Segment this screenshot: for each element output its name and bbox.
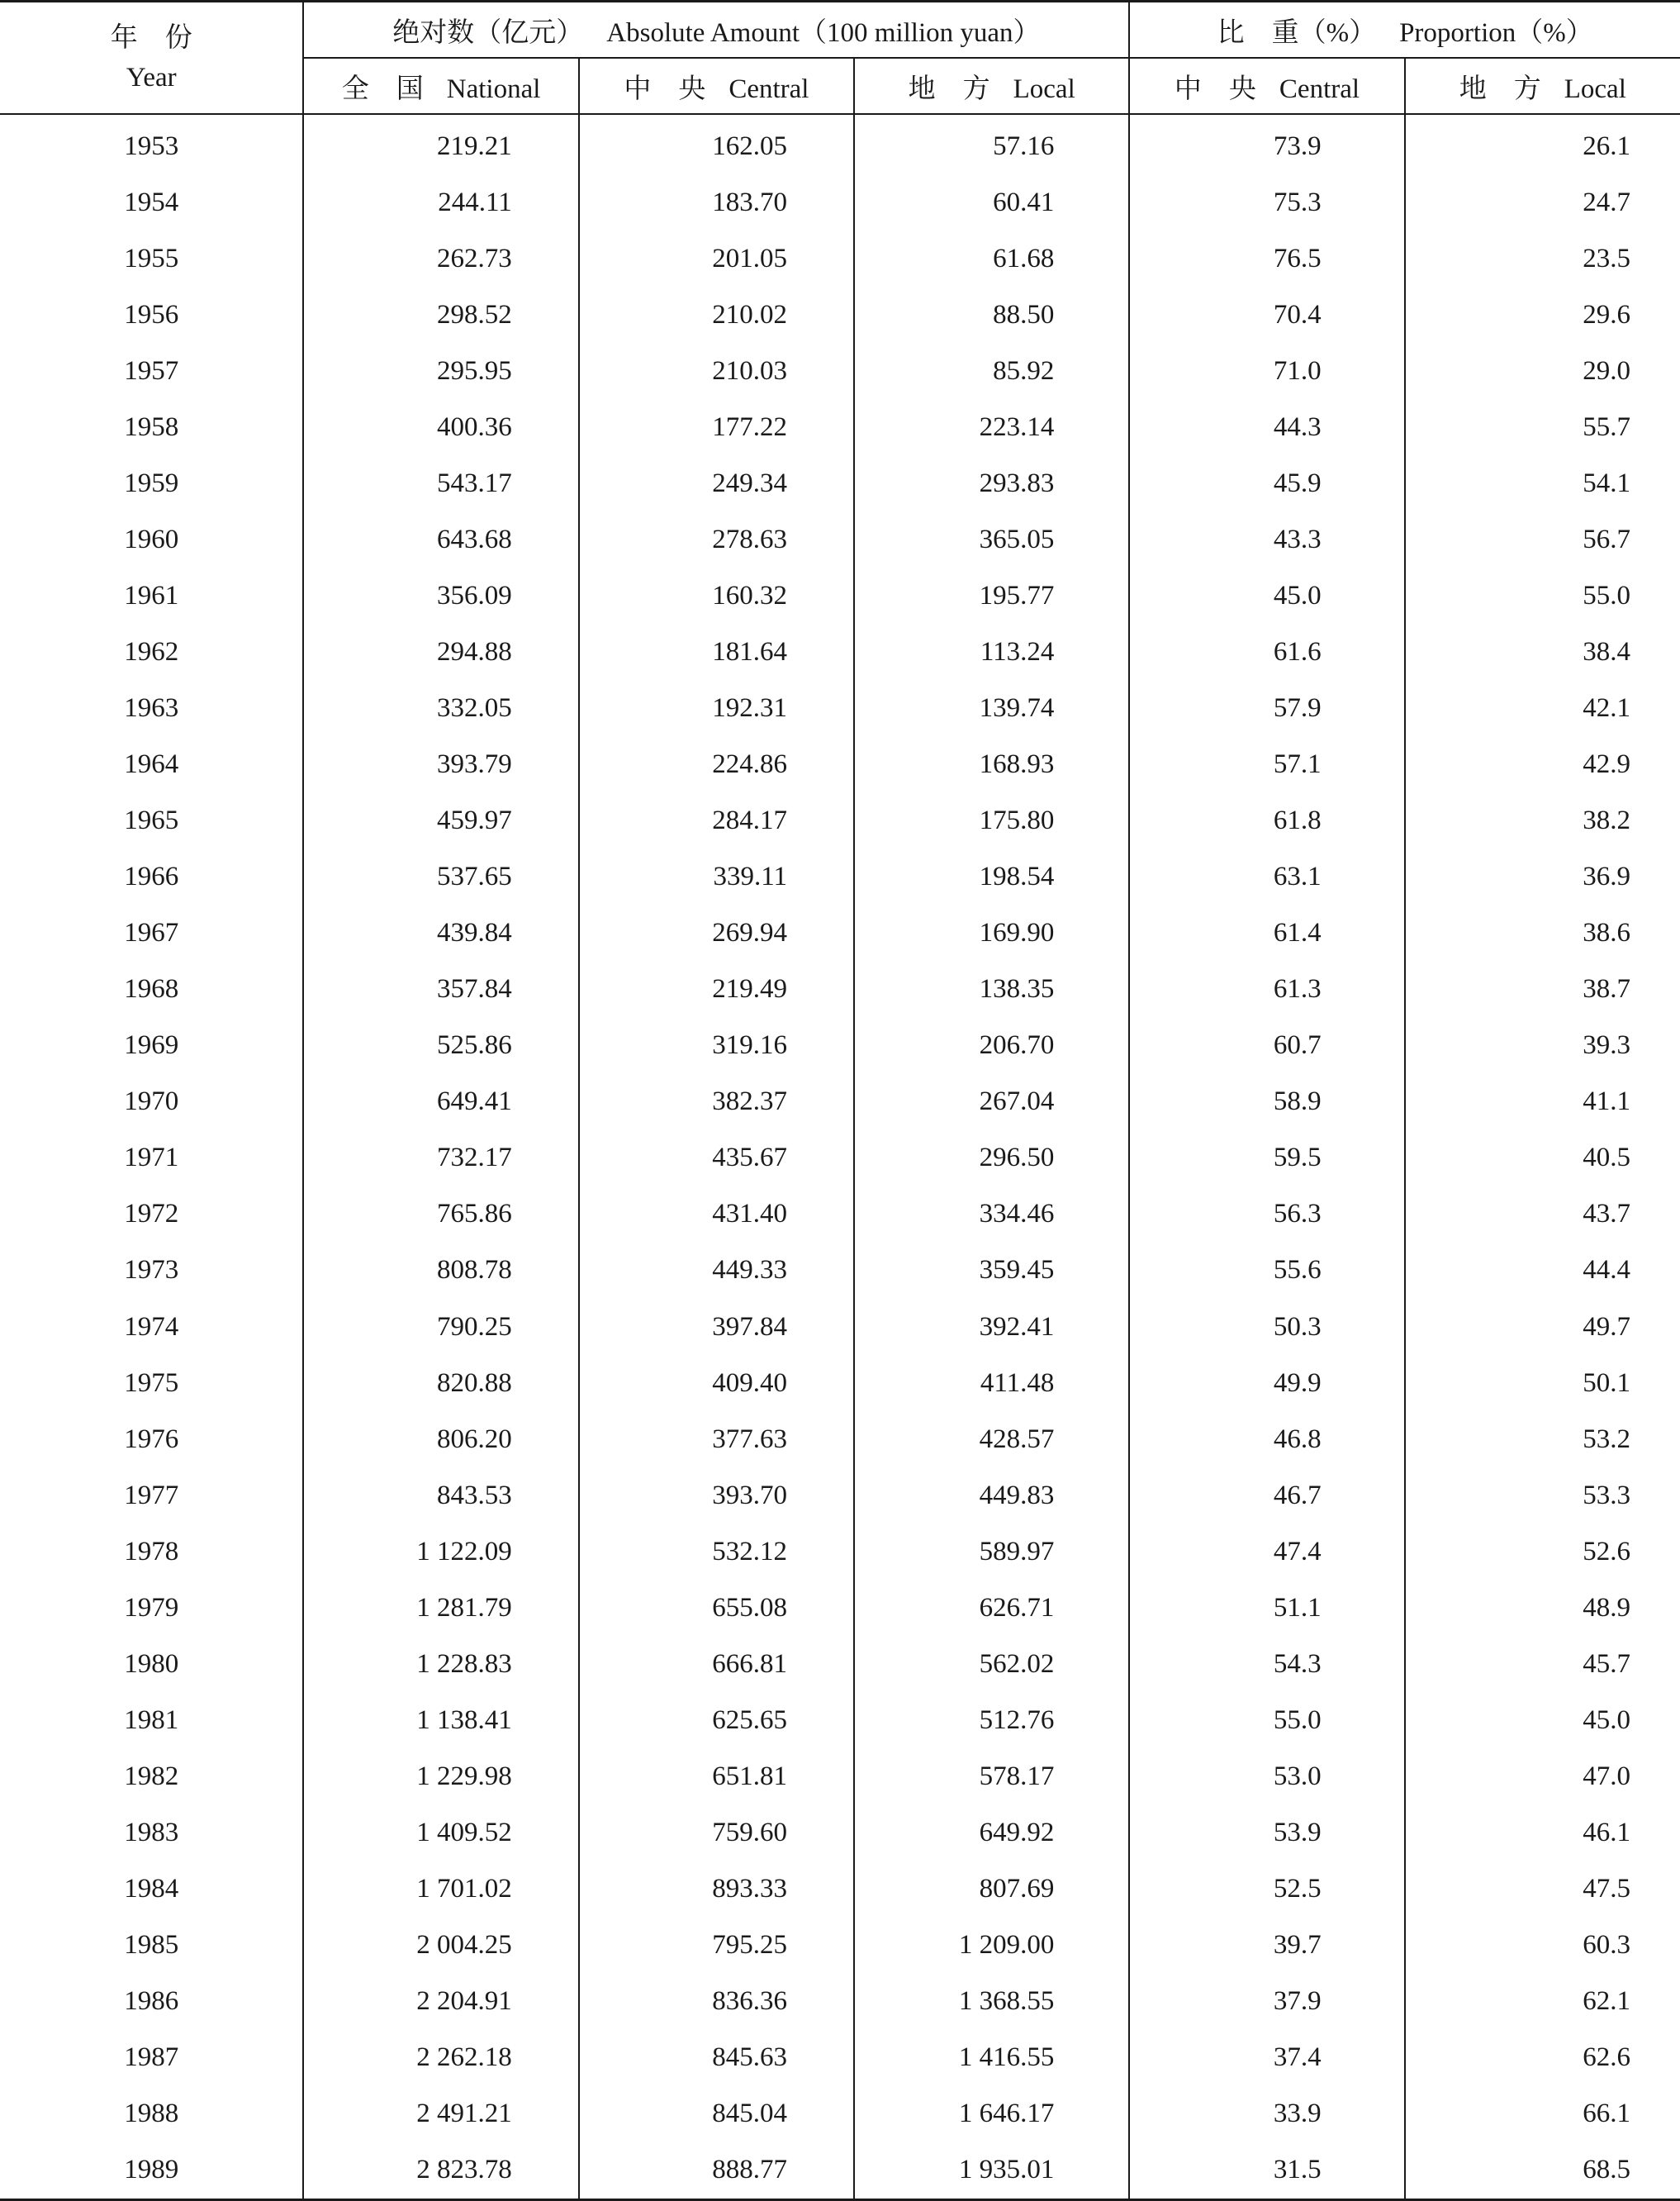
local-cell: 562.02	[854, 1636, 1129, 1692]
central-proportion-cell: 52.5	[1129, 1861, 1404, 1917]
national-cell: 1 409.52	[303, 1804, 578, 1861]
national-cell: 732.17	[303, 1130, 578, 1186]
table-row	[0, 511, 1680, 568]
central-cell: 397.84	[579, 1299, 854, 1355]
year-cell: 1955	[124, 243, 179, 273]
local-proportion-cell: 49.7	[1405, 1299, 1680, 1355]
local-cell: 61.68	[854, 231, 1129, 287]
national-cell: 439.84	[303, 906, 578, 962]
local-proportion-cell: 42.1	[1405, 680, 1680, 736]
national-cell: 643.68	[303, 511, 578, 568]
table-row	[0, 1355, 1680, 1411]
local-cell: 1 416.55	[854, 2030, 1129, 2086]
local-cell: 649.92	[854, 1804, 1129, 1861]
year-cell: 1962	[124, 636, 179, 667]
year-cell: 1964	[124, 749, 179, 780]
central-cell: 836.36	[579, 1974, 854, 2030]
national-cell: 1 229.98	[303, 1748, 578, 1804]
central-proportion-cell: 61.6	[1129, 624, 1404, 680]
year-cell: 1971	[124, 1143, 179, 1173]
table-row	[0, 737, 1680, 793]
central-cell: 278.63	[579, 511, 854, 568]
central-cell: 382.37	[579, 1074, 854, 1130]
absolute-header-cn: 绝对数（亿元）	[392, 17, 584, 48]
year-cell: 1983	[124, 1817, 179, 1847]
year-cell: 1954	[124, 187, 179, 217]
national-cell: 765.86	[303, 1186, 578, 1243]
local-cell: 198.54	[854, 849, 1129, 906]
table-row	[0, 1918, 1680, 1974]
national-cell: 219.21	[303, 114, 578, 174]
central-proportion-cell: 46.7	[1129, 1467, 1404, 1524]
central-cell: 177.22	[579, 399, 854, 455]
year-cell: 1976	[124, 1424, 179, 1454]
local-proportion-cell: 26.1	[1405, 114, 1680, 174]
local-proportion-cell: 50.1	[1405, 1355, 1680, 1411]
table-row	[0, 1636, 1680, 1692]
central-cell: 393.70	[579, 1467, 854, 1524]
central-proportion-cell: 63.1	[1129, 849, 1404, 906]
national-cell: 393.79	[303, 737, 578, 793]
central-proportion-cell: 75.3	[1129, 174, 1404, 231]
central-proportion-cell: 49.9	[1129, 1355, 1404, 1411]
year-column-header	[0, 2, 303, 115]
local-proportion-cell: 55.0	[1405, 568, 1680, 624]
table-row	[0, 624, 1680, 680]
local-cell: 85.92	[854, 343, 1129, 399]
local-cell: 578.17	[854, 1748, 1129, 1804]
national-cell: 649.41	[303, 1074, 578, 1130]
central-cell: 625.65	[579, 1692, 854, 1748]
central-proportion-cell: 50.3	[1129, 1299, 1404, 1355]
central-proportion-cell: 61.8	[1129, 793, 1404, 849]
central-proportion-cell: 57.1	[1129, 737, 1404, 793]
year-cell: 1959	[124, 468, 179, 498]
national-cell: 1 228.83	[303, 1636, 578, 1692]
central-cell: 160.32	[579, 568, 854, 624]
local-cell: 589.97	[854, 1524, 1129, 1580]
year-cell: 1974	[124, 1311, 179, 1342]
central-proportion-cell: 70.4	[1129, 287, 1404, 343]
year-cell: 1977	[124, 1480, 179, 1510]
year-cell: 1973	[124, 1255, 179, 1286]
table-row	[0, 1861, 1680, 1917]
year-cell: 1958	[124, 411, 179, 442]
table-row	[0, 1692, 1680, 1748]
local-proportion-cell: 38.2	[1405, 793, 1680, 849]
national-cell: 298.52	[303, 287, 578, 343]
table-row	[0, 231, 1680, 287]
table-body	[0, 114, 1680, 2199]
central-cell: 651.81	[579, 1748, 854, 1804]
local-proportion-cell: 68.5	[1405, 2142, 1680, 2200]
central-proportion-cell: 55.6	[1129, 1243, 1404, 1299]
national-cell: 1 281.79	[303, 1580, 578, 1636]
central-proportion-cell: 61.3	[1129, 962, 1404, 1018]
local-cell: 206.70	[854, 1018, 1129, 1074]
central-cell: 759.60	[579, 1804, 854, 1861]
national-cell: 808.78	[303, 1243, 578, 1299]
national-cell: 2 262.18	[303, 2030, 578, 2086]
local-proportion-cell: 39.3	[1405, 1018, 1680, 1074]
local-cell: 392.41	[854, 1299, 1129, 1355]
table-row	[0, 1467, 1680, 1524]
table-row	[0, 1524, 1680, 1580]
local-cell: 168.93	[854, 737, 1129, 793]
national-cell: 332.05	[303, 680, 578, 736]
local-cell: 138.35	[854, 962, 1129, 1018]
year-cell: 1984	[124, 1873, 179, 1904]
local-proportion-cell: 52.6	[1405, 1524, 1680, 1580]
central-cell: 210.03	[579, 343, 854, 399]
local-cell: 60.41	[854, 174, 1129, 231]
central-proportion-cell: 39.7	[1129, 1918, 1404, 1974]
local-proportion-cell: 36.9	[1405, 849, 1680, 906]
national-cell: 400.36	[303, 399, 578, 455]
local-proportion-cell: 29.6	[1405, 287, 1680, 343]
central-proportion-cell: 60.7	[1129, 1018, 1404, 1074]
central-cell: 435.67	[579, 1130, 854, 1186]
year-cell: 1970	[124, 1086, 179, 1117]
central-proportion-cell: 45.9	[1129, 455, 1404, 511]
year-cell: 1972	[124, 1199, 179, 1229]
table-row	[0, 1130, 1680, 1186]
central-proportion-cell: 58.9	[1129, 1074, 1404, 1130]
central-proportion-cell: 54.3	[1129, 1636, 1404, 1692]
table-row	[0, 906, 1680, 962]
local-cell: 195.77	[854, 568, 1129, 624]
central-proportion-cell: 45.0	[1129, 568, 1404, 624]
table-row	[0, 2142, 1680, 2200]
table-row	[0, 1074, 1680, 1130]
year-cell: 1982	[124, 1761, 179, 1791]
national-cell: 1 701.02	[303, 1861, 578, 1917]
central-cell: 249.34	[579, 455, 854, 511]
table-row	[0, 2086, 1680, 2142]
local-cell: 334.46	[854, 1186, 1129, 1243]
national-cell: 820.88	[303, 1355, 578, 1411]
table-row	[0, 1411, 1680, 1467]
local-cell: 1 209.00	[854, 1918, 1129, 1974]
local-proportion-cell: 66.1	[1405, 2086, 1680, 2142]
table-row	[0, 568, 1680, 624]
central-proportion-cell: 44.3	[1129, 399, 1404, 455]
year-cell: 1978	[124, 1536, 179, 1566]
local-cell: 449.83	[854, 1467, 1129, 1524]
local-cell: 57.16	[854, 114, 1129, 174]
local-cell: 411.48	[854, 1355, 1129, 1411]
year-cell: 1957	[124, 355, 179, 386]
central-proportion-cell: 31.5	[1129, 2142, 1404, 2200]
table-row	[0, 174, 1680, 231]
central-cell: 893.33	[579, 1861, 854, 1917]
central-cell: 181.64	[579, 624, 854, 680]
local-cell: 626.71	[854, 1580, 1129, 1636]
local-proportion-cell: 45.7	[1405, 1636, 1680, 1692]
central-cell: 377.63	[579, 1411, 854, 1467]
local-cell: 807.69	[854, 1861, 1129, 1917]
national-cell: 525.86	[303, 1018, 578, 1074]
central-cell: 431.40	[579, 1186, 854, 1243]
central-cell: 666.81	[579, 1636, 854, 1692]
local-cell: 139.74	[854, 680, 1129, 736]
proportion-header-cn: 比 重（%）	[1217, 17, 1377, 48]
local-cell: 175.80	[854, 793, 1129, 849]
national-cell: 843.53	[303, 1467, 578, 1524]
table-row	[0, 1748, 1680, 1804]
table-row	[0, 1804, 1680, 1861]
national-cell: 1 138.41	[303, 1692, 578, 1748]
local-proportion-cell: 54.1	[1405, 455, 1680, 511]
national-cell: 459.97	[303, 793, 578, 849]
local-proportion-column-header: 地 方 Local	[1405, 58, 1680, 114]
local-proportion-cell: 40.5	[1405, 1130, 1680, 1186]
year-cell: 1966	[124, 862, 179, 892]
national-cell: 790.25	[303, 1299, 578, 1355]
central-proportion-cell: 57.9	[1129, 680, 1404, 736]
year-cell: 1980	[124, 1648, 179, 1679]
proportion-header	[1129, 2, 1680, 59]
local-proportion-cell: 42.9	[1405, 737, 1680, 793]
table-row	[0, 1018, 1680, 1074]
national-cell: 543.17	[303, 455, 578, 511]
central-cell: 532.12	[579, 1524, 854, 1580]
central-cell: 224.86	[579, 737, 854, 793]
local-proportion-cell: 55.7	[1405, 399, 1680, 455]
table-row	[0, 2030, 1680, 2086]
central-cell: 201.05	[579, 231, 854, 287]
central-proportion-cell: 53.0	[1129, 1748, 1404, 1804]
table-header	[0, 2, 1680, 115]
local-proportion-cell: 47.0	[1405, 1748, 1680, 1804]
central-proportion-cell: 33.9	[1129, 2086, 1404, 2142]
central-proportion-column-header: 中 央 Central	[1129, 58, 1404, 114]
national-cell: 295.95	[303, 343, 578, 399]
year-cell: 1988	[124, 2099, 179, 2129]
table-row	[0, 962, 1680, 1018]
national-cell: 537.65	[303, 849, 578, 906]
central-cell: 319.16	[579, 1018, 854, 1074]
table-row	[0, 114, 1680, 174]
local-proportion-cell: 41.1	[1405, 1074, 1680, 1130]
table-row	[0, 1186, 1680, 1243]
local-proportion-cell: 48.9	[1405, 1580, 1680, 1636]
year-cell: 1963	[124, 692, 179, 723]
local-proportion-cell: 23.5	[1405, 231, 1680, 287]
local-proportion-cell: 29.0	[1405, 343, 1680, 399]
national-cell: 2 204.91	[303, 1974, 578, 2030]
local-proportion-cell: 38.6	[1405, 906, 1680, 962]
national-cell: 806.20	[303, 1411, 578, 1467]
central-proportion-cell: 53.9	[1129, 1804, 1404, 1861]
local-cell: 359.45	[854, 1243, 1129, 1299]
central-cell: 888.77	[579, 2142, 854, 2200]
central-cell: 339.11	[579, 849, 854, 906]
central-proportion-cell: 51.1	[1129, 1580, 1404, 1636]
local-column-header: 地 方 Local	[854, 58, 1129, 114]
table-row	[0, 849, 1680, 906]
central-cell: 210.02	[579, 287, 854, 343]
year-cell: 1965	[124, 806, 179, 836]
year-header-cn: 年 份	[110, 23, 192, 53]
local-cell: 88.50	[854, 287, 1129, 343]
local-cell: 296.50	[854, 1130, 1129, 1186]
national-cell: 2 004.25	[303, 1918, 578, 1974]
national-cell: 2 491.21	[303, 2086, 578, 2142]
table-row	[0, 1974, 1680, 2030]
local-cell: 113.24	[854, 624, 1129, 680]
year-cell: 1961	[124, 580, 179, 611]
local-cell: 293.83	[854, 455, 1129, 511]
local-proportion-cell: 60.3	[1405, 1918, 1680, 1974]
year-cell: 1986	[124, 1986, 179, 2017]
central-cell: 192.31	[579, 680, 854, 736]
national-cell: 357.84	[303, 962, 578, 1018]
year-cell: 1987	[124, 2042, 179, 2073]
local-proportion-cell: 46.1	[1405, 1804, 1680, 1861]
central-cell: 284.17	[579, 793, 854, 849]
central-cell: 162.05	[579, 114, 854, 174]
central-proportion-cell: 73.9	[1129, 114, 1404, 174]
proportion-header-en: Proportion（%）	[1399, 17, 1593, 48]
central-cell: 269.94	[579, 906, 854, 962]
local-proportion-cell: 44.4	[1405, 1243, 1680, 1299]
local-proportion-cell: 62.6	[1405, 2030, 1680, 2086]
local-cell: 365.05	[854, 511, 1129, 568]
national-cell: 262.73	[303, 231, 578, 287]
central-cell: 183.70	[579, 174, 854, 231]
year-header-en: Year	[126, 63, 177, 93]
national-cell: 1 122.09	[303, 1524, 578, 1580]
national-column-header: 全 国 National	[303, 58, 578, 114]
year-cell: 1953	[124, 131, 179, 161]
central-proportion-cell: 37.9	[1129, 1974, 1404, 2030]
local-cell: 428.57	[854, 1411, 1129, 1467]
table-row	[0, 399, 1680, 455]
central-proportion-cell: 61.4	[1129, 906, 1404, 962]
central-proportion-cell: 71.0	[1129, 343, 1404, 399]
year-cell: 1967	[124, 918, 179, 948]
central-cell: 795.25	[579, 1918, 854, 1974]
local-proportion-cell: 53.3	[1405, 1467, 1680, 1524]
central-proportion-cell: 76.5	[1129, 231, 1404, 287]
table-row	[0, 680, 1680, 736]
table-row	[0, 1580, 1680, 1636]
year-cell: 1979	[124, 1592, 179, 1623]
year-cell: 1975	[124, 1367, 179, 1398]
central-proportion-cell: 59.5	[1129, 1130, 1404, 1186]
local-proportion-cell: 47.5	[1405, 1861, 1680, 1917]
local-cell: 1 935.01	[854, 2142, 1129, 2200]
local-cell: 169.90	[854, 906, 1129, 962]
year-cell: 1985	[124, 1930, 179, 1961]
table-row	[0, 455, 1680, 511]
local-proportion-cell: 45.0	[1405, 1692, 1680, 1748]
local-proportion-cell: 53.2	[1405, 1411, 1680, 1467]
central-cell: 845.04	[579, 2086, 854, 2142]
local-cell: 223.14	[854, 399, 1129, 455]
central-proportion-cell: 46.8	[1129, 1411, 1404, 1467]
local-cell: 1 646.17	[854, 2086, 1129, 2142]
local-proportion-cell: 43.7	[1405, 1186, 1680, 1243]
year-cell: 1981	[124, 1704, 179, 1735]
local-cell: 512.76	[854, 1692, 1129, 1748]
local-proportion-cell: 38.7	[1405, 962, 1680, 1018]
local-proportion-cell: 62.1	[1405, 1974, 1680, 2030]
central-proportion-cell: 37.4	[1129, 2030, 1404, 2086]
central-proportion-cell: 55.0	[1129, 1692, 1404, 1748]
absolute-amount-header	[303, 2, 1129, 59]
year-cell: 1968	[124, 974, 179, 1005]
table-row	[0, 287, 1680, 343]
local-proportion-cell: 24.7	[1405, 174, 1680, 231]
table-row	[0, 1243, 1680, 1299]
national-cell: 2 823.78	[303, 2142, 578, 2200]
year-cell: 1989	[0, 2142, 303, 2200]
central-cell: 449.33	[579, 1243, 854, 1299]
national-cell: 294.88	[303, 624, 578, 680]
central-cell: 845.63	[579, 2030, 854, 2086]
national-cell: 356.09	[303, 568, 578, 624]
year-cell: 1956	[124, 299, 179, 330]
central-proportion-cell: 56.3	[1129, 1186, 1404, 1243]
central-proportion-cell: 47.4	[1129, 1524, 1404, 1580]
national-cell: 244.11	[303, 174, 578, 231]
central-proportion-cell: 43.3	[1129, 511, 1404, 568]
local-cell: 1 368.55	[854, 1974, 1129, 2030]
central-cell: 655.08	[579, 1580, 854, 1636]
year-cell: 1960	[124, 524, 179, 554]
local-proportion-cell: 38.4	[1405, 624, 1680, 680]
local-proportion-cell: 56.7	[1405, 511, 1680, 568]
central-cell: 409.40	[579, 1355, 854, 1411]
table-row	[0, 793, 1680, 849]
local-cell: 267.04	[854, 1074, 1129, 1130]
table-row	[0, 343, 1680, 399]
year-cell: 1969	[124, 1030, 179, 1061]
table-row	[0, 1299, 1680, 1355]
central-column-header: 中 央 Central	[579, 58, 854, 114]
central-cell: 219.49	[579, 962, 854, 1018]
absolute-header-en: Absolute Amount（100 million yuan）	[606, 17, 1041, 48]
